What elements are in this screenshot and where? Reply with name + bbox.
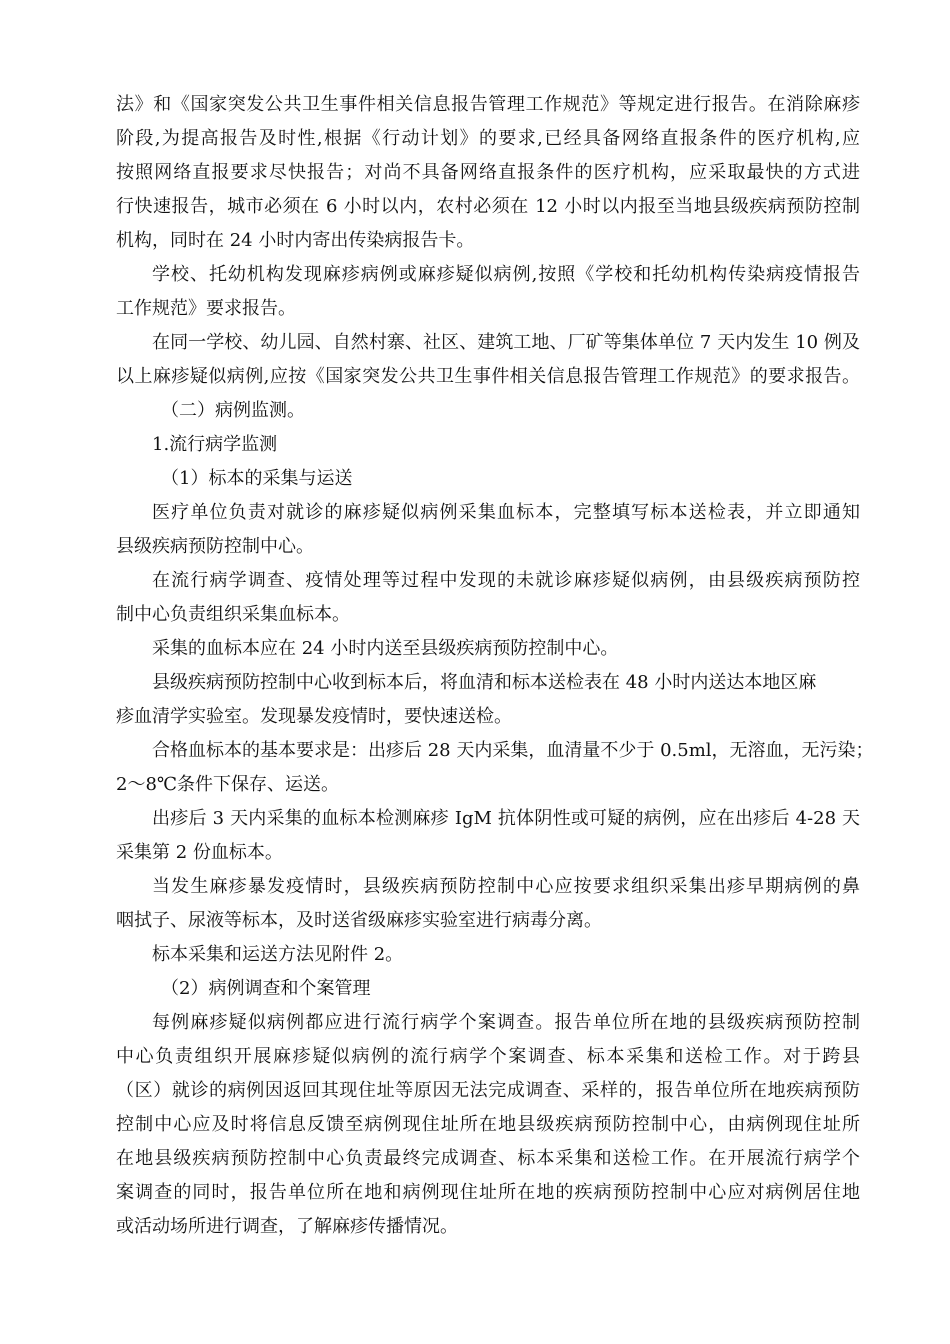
text-line: 在地县级疾病预防控制中心负责最终完成调查、标本采集和送检工作。在开展流行病学个 bbox=[116, 1148, 860, 1169]
text-line: 医疗单位负责对就诊的麻疹疑似病例采集血标本，完整填写标本送检表，并立即通知 bbox=[152, 502, 860, 523]
section-heading: （二）病例监测。 bbox=[161, 400, 305, 421]
text-line: 控制中心应及时将信息反馈至病例现住址所在地县级疾病预防控制中心，由病例现住址所 bbox=[116, 1114, 860, 1135]
text-line: 阶段,为提高报告及时性,根据《行动计划》的要求,已经具备网络直报条件的医疗机构,应 bbox=[116, 128, 860, 149]
text-line: 采集的血标本应在 24 小时内送至县级疾病预防控制中心。 bbox=[152, 638, 619, 659]
text-line: 县级疾病预防控制中心收到标本后，将血清和标本送检表在 48 小时内送达本地区麻 bbox=[152, 672, 817, 693]
text-line: 出疹后 3 天内采集的血标本检测麻疹 IgM 抗体阴性或可疑的病例，应在出疹后 4-28 天 bbox=[152, 808, 860, 829]
text-line: （区）就诊的病例因返回其现住址等原因无法完成调查、采样的，报告单位所在地疾病预防 bbox=[116, 1080, 860, 1101]
text-line: 标本采集和运送方法见附件 2。 bbox=[152, 944, 404, 965]
text-line: 行快速报告，城市必须在 6 小时以内，农村必须在 12 小时以内报至当地县级疾病预防控制 bbox=[116, 196, 860, 217]
text-line: 机构，同时在 24 小时内寄出传染病报告卡。 bbox=[116, 230, 475, 251]
subsection-heading: 1.流行病学监测 bbox=[152, 434, 278, 455]
text-line: 在同一学校、幼儿园、自然村寨、社区、建筑工地、厂矿等集体单位 7 天内发生 10 例及 bbox=[152, 332, 860, 353]
text-line: 合格血标本的基本要求是：出疹后 28 天内采集，血清量不少于 0.5ml，无溶血，无污染； bbox=[152, 740, 874, 761]
text-line: 2～8℃条件下保存、运送。 bbox=[116, 774, 340, 795]
text-line: 在流行病学调查、疫情处理等过程中发现的未就诊麻疹疑似病例，由县级疾病预防控 bbox=[152, 570, 860, 591]
text-line: 制中心负责组织采集血标本。 bbox=[116, 604, 350, 625]
subsection-heading: （2）病例调查和个案管理 bbox=[161, 978, 371, 999]
text-line: 学校、托幼机构发现麻疹病例或麻疹疑似病例,按照《学校和托幼机构传染病疫情报告 bbox=[152, 264, 860, 285]
text-line: 工作规范》要求报告。 bbox=[116, 298, 296, 319]
text-line: 县级疾病预防控制中心。 bbox=[116, 536, 314, 557]
text-line: 或活动场所进行调查，了解麻疹传播情况。 bbox=[116, 1216, 458, 1237]
text-line: 法》和《国家突发公共卫生事件相关信息报告管理工作规范》等规定进行报告。在消除麻疹 bbox=[116, 94, 860, 115]
text-line: 中心负责组织开展麻疹疑似病例的流行病学个案调查、标本采集和送检工作。对于跨县 bbox=[116, 1046, 860, 1067]
text-line: 咽拭子、尿液等标本，及时送省级麻疹实验室进行病毒分离。 bbox=[116, 910, 602, 931]
text-line: 以上麻疹疑似病例,应按《国家突发公共卫生事件相关信息报告管理工作规范》的要求报告。 bbox=[116, 366, 860, 387]
text-line: 疹血清学实验室。发现暴发疫情时，要快速送检。 bbox=[116, 706, 512, 727]
text-line: 当发生麻疹暴发疫情时，县级疾病预防控制中心应按要求组织采集出疹早期病例的鼻 bbox=[152, 876, 860, 897]
text-line: 案调查的同时，报告单位所在地和病例现住址所在地的疾病预防控制中心应对病例居住地 bbox=[116, 1182, 860, 1203]
document-body bbox=[116, 88, 874, 1244]
text-line: 采集第 2 份血标本。 bbox=[116, 842, 283, 863]
text-line: 按照网络直报要求尽快报告；对尚不具备网络直报条件的医疗机构，应采取最快的方式进 bbox=[116, 162, 860, 183]
text-line: 每例麻疹疑似病例都应进行流行病学个案调查。报告单位所在地的县级疾病预防控制 bbox=[152, 1012, 860, 1033]
subsection-heading: （1）标本的采集与运送 bbox=[161, 468, 353, 489]
